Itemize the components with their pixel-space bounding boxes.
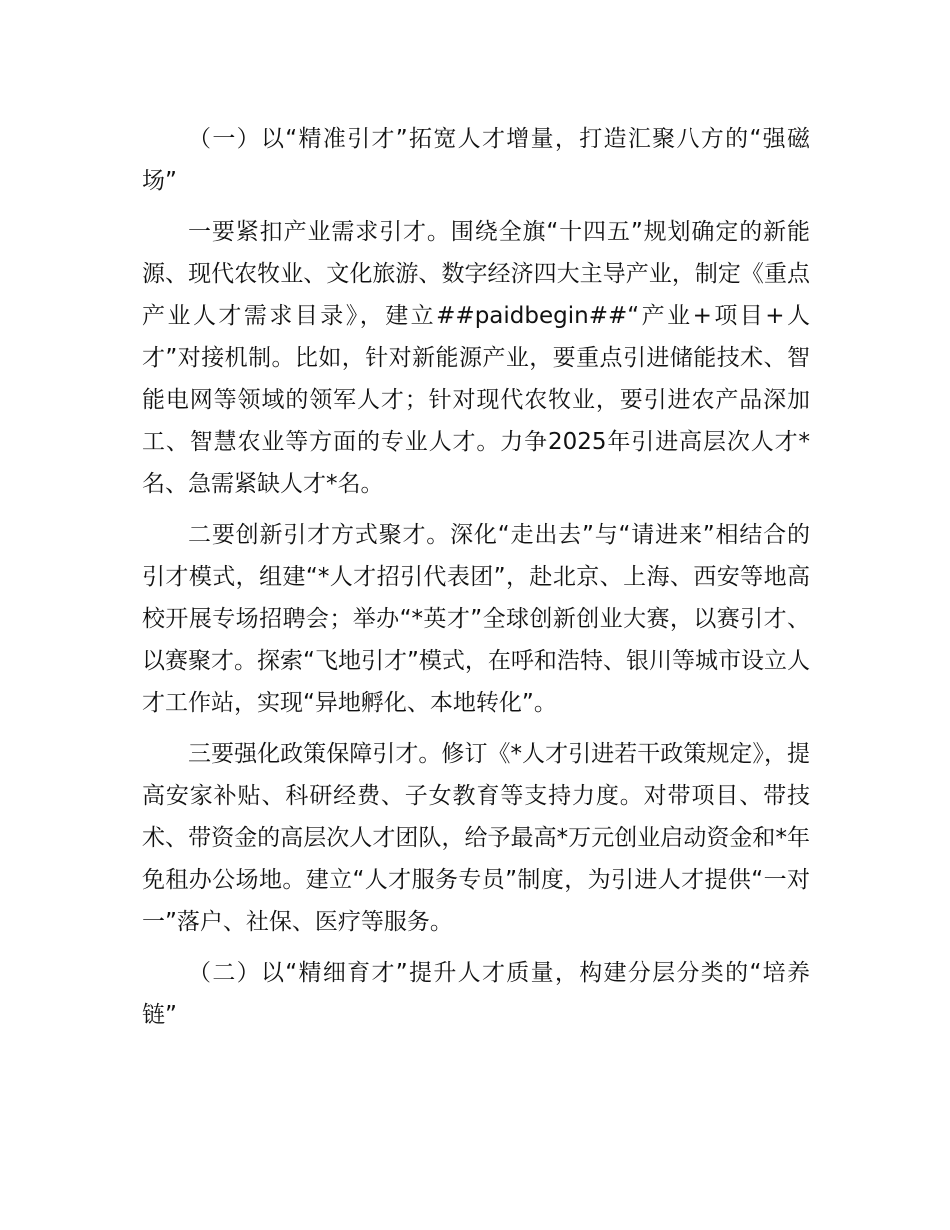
paragraph-recruitment-methods: 二要创新引才方式聚才。深化“走出去”与“请进来”相结合的引才模式，组建“*人才招引代表团”，赴北京、上海、西安等地高校开展专场招聘会；举办“*英才”全球创新创业大赛，以赛引才、以赛聚才。探索“飞地引才”模式，在呼和浩特、银川等城市设立人才工作站，实现“异地孵化、本地转化”。 (142, 522, 810, 716)
paragraph-policy-support: 三要强化政策保障引才。修订《*人才引进若干政策规定》，提高安家补贴、科研经费、子女教育等支持力度。对带项目、带技术、带资金的高层次人才团队，给予最高*万元创业启动资金和*年免租办公场地。建立“人才服务专员”制度，为引进人才提供“一对一”落户、社保、医疗等服务。 (142, 741, 810, 935)
section-heading-2: （二）以“精细育才”提升人才质量，构建分层分类的“培养链” (142, 960, 810, 1028)
paragraph-industry-demand: 一要紧扣产业需求引才。围绕全旗“十四五”规划确定的新能源、现代农牧业、文化旅游、数字经济四大主导产业，制定《重点产业人才需求目录》，建立##paidbegin##“产业+项目+人才”对接机制。比如，针对新能源产业，要重点引进储能技术、智能电网等领域的领军人才；针对现代农牧业，要引进农产品深加工、智慧农业等方面的专业人才。力争2025年引进高层次人才*名、急需紧缺人才*名。 (142, 219, 810, 497)
document-body (142, 118, 810, 1045)
section-heading-1: （一）以“精准引才”拓宽人才增量，打造汇聚八方的“强磁场” (142, 126, 810, 194)
